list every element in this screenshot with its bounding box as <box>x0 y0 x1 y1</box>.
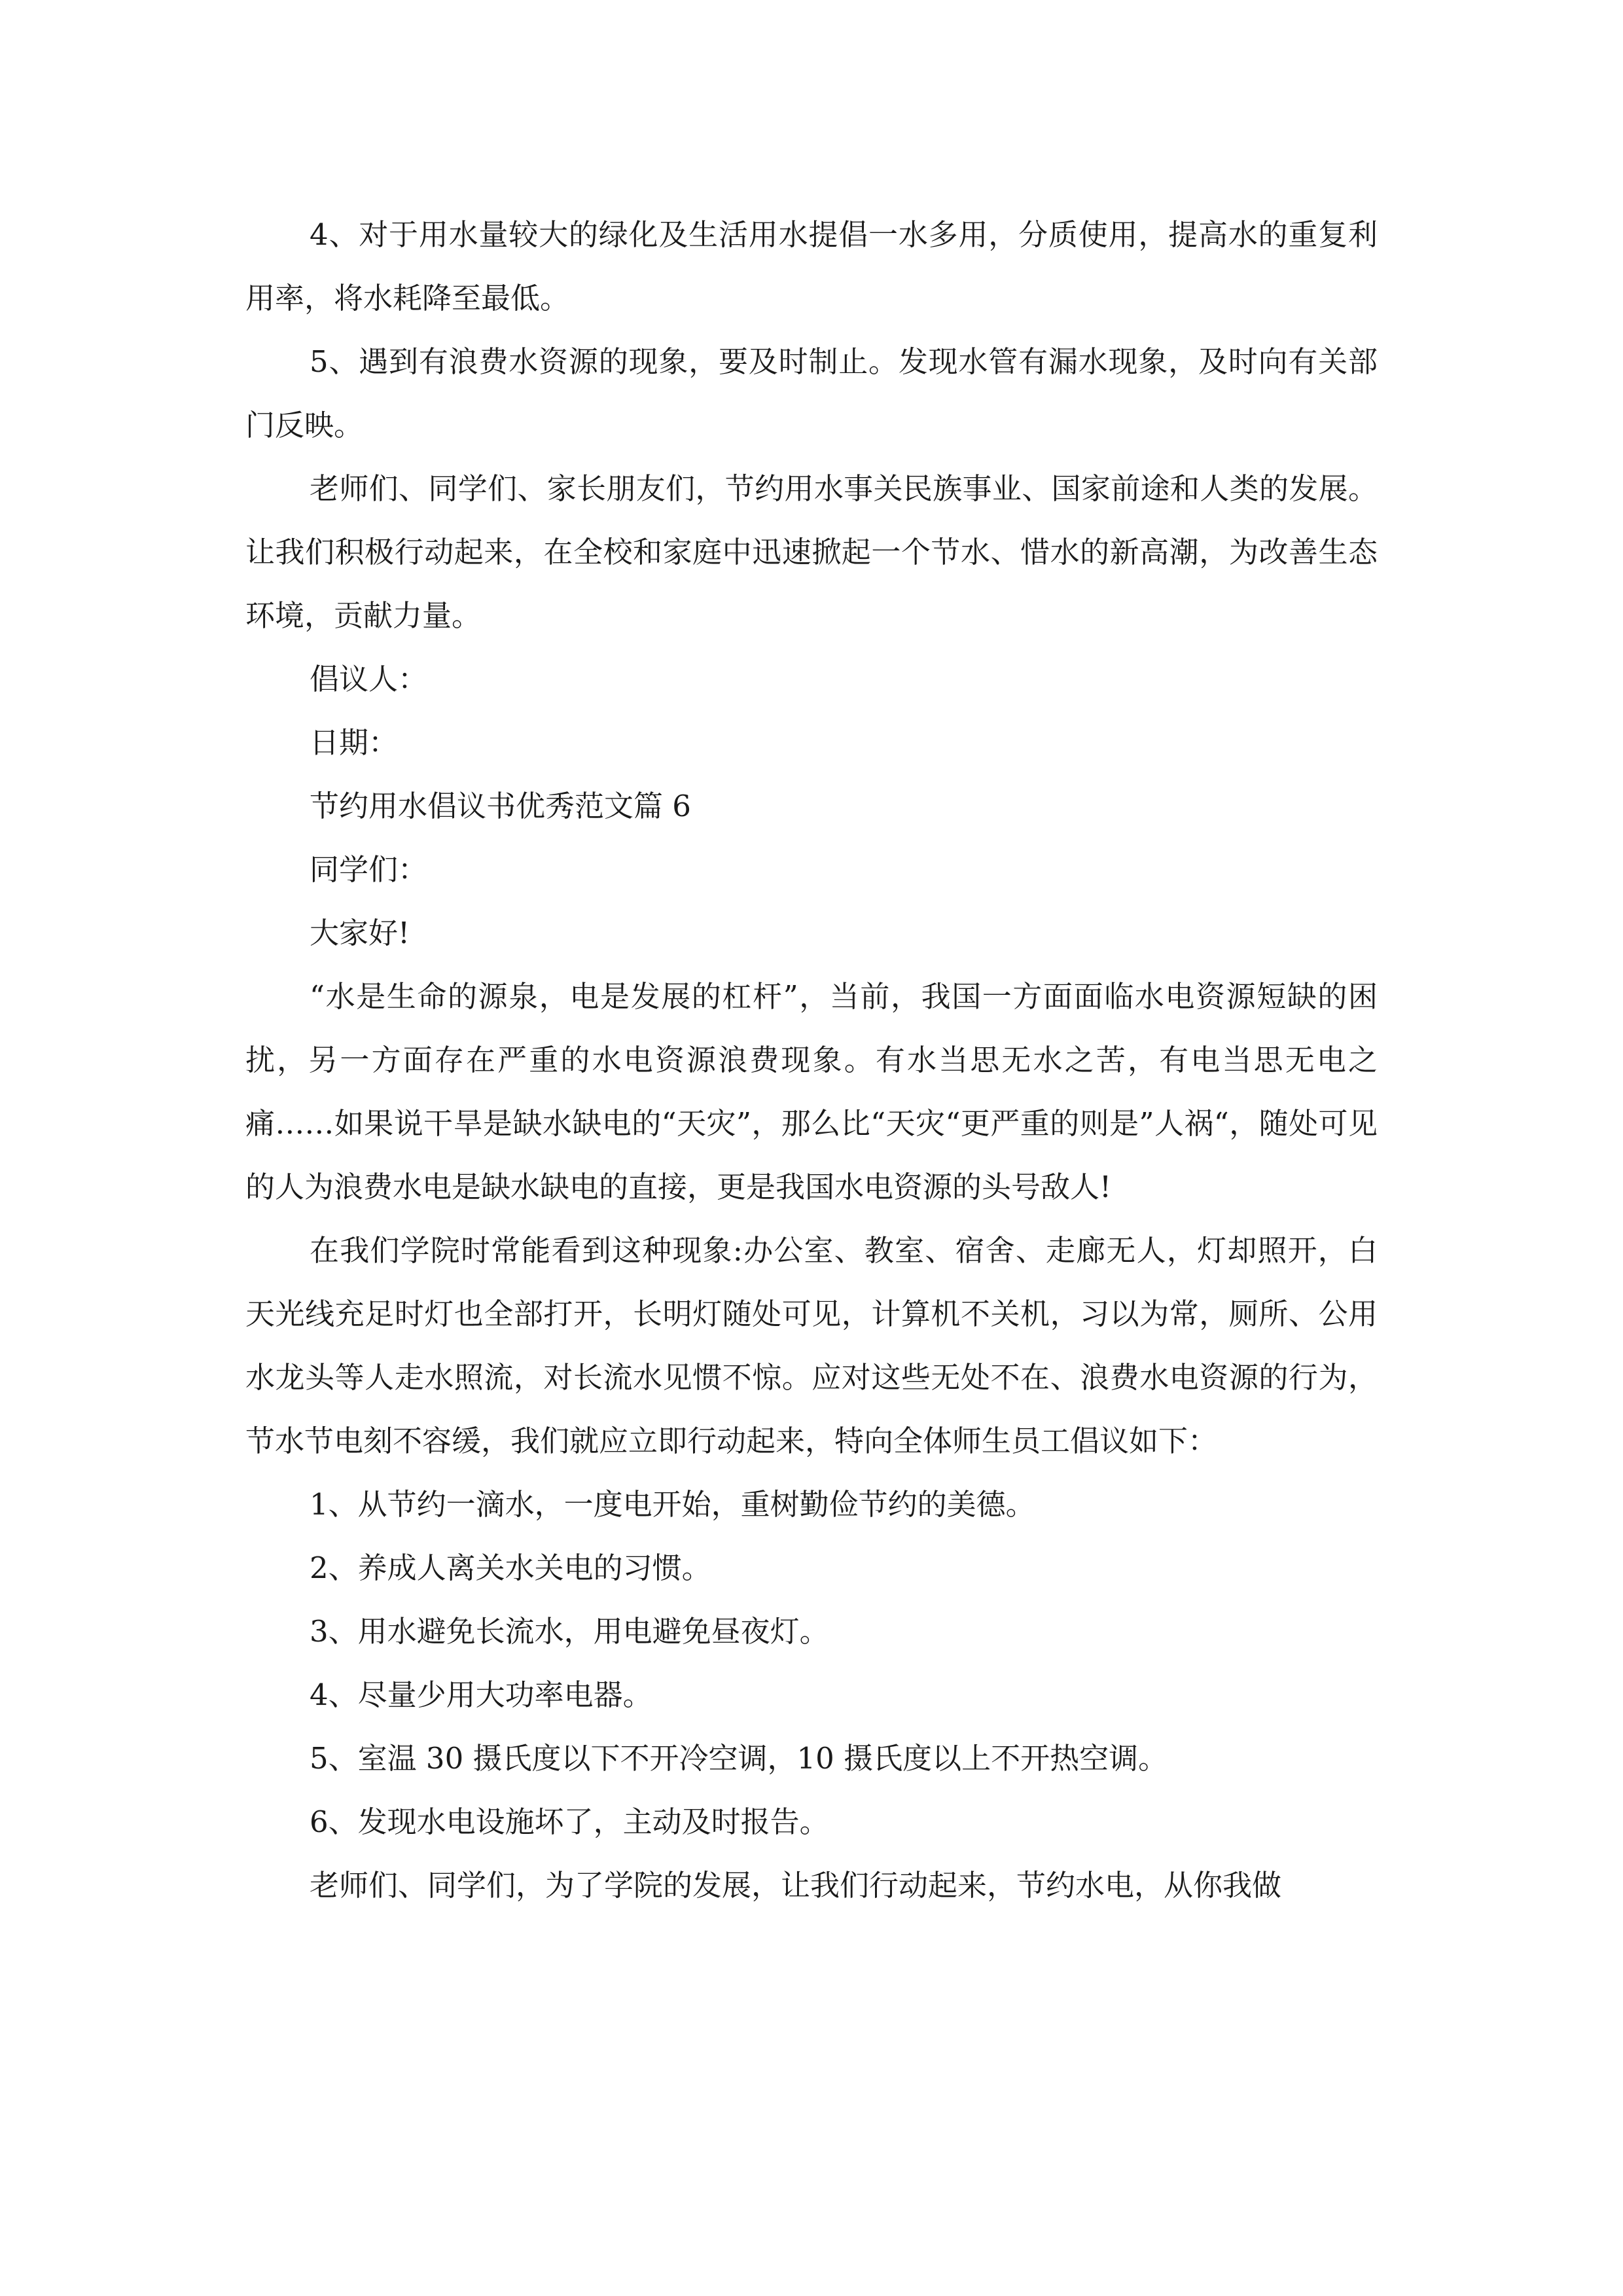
paragraph-item-4-greening: 4、对于用水量较大的绿化及生活用水提倡一水多用，分质使用，提高水的重复利用率，将水耗降至最低。 <box>245 217 1378 315</box>
date-label: 日期： <box>310 725 399 760</box>
salutation: 同学们： <box>310 852 428 887</box>
proposal-item-5: 5、室温 30 摄氏度以下不开冷空调，10 摄氏度以上不开热空调。 <box>310 1741 1168 1776</box>
initiator-label: 倡议人： <box>310 662 428 696</box>
greeting: 大家好! <box>310 916 410 950</box>
paragraph-closing-appeal: 老师们、同学们，为了学院的发展，让我们行动起来，节约水电，从你我做 <box>310 1868 1282 1903</box>
paragraph-campus-waste: 在我们学院时常能看到这种现象:办公室、教室、宿舍、走廊无人，灯却照开，白天光线充足时灯也全部打开，长明灯随处可见，计算机不关机，习以为常，厕所、公用水龙头等人走水照流，对长流水见惯不惊。应对这些无处不在、浪费水电资源的行为，节水节电刻不容缓，我们就应立即行动起来，特向全体师生员工倡议如下： <box>245 1233 1378 1458</box>
paragraph-item-5-report-leaks: 5、遇到有浪费水资源的现象，要及时制止。发现水管有漏水现象，及时向有关部门反映。 <box>245 344 1378 442</box>
proposal-item-2: 2、养成人离关水关电的习惯。 <box>310 1551 711 1585</box>
proposal-item-6: 6、发现水电设施坏了，主动及时报告。 <box>310 1804 829 1839</box>
proposal-item-4: 4、尽量少用大功率电器。 <box>310 1677 652 1712</box>
paragraph-water-and-electricity: “水是生命的源泉，电是发展的杠杆”，当前，我国一方面面临水电资源短缺的困扰，另一方面存在严重的水电资源浪费现象。有水当思无水之苦，有电当思无电之痛……如果说干旱是缺水缺电的“天灾”，那么比“天灾“更严重的则是”人祸“，随处可见的人为浪费水电是缺水缺电的直接，更是我国水电资源的头号敌人! <box>245 979 1378 1204</box>
proposal-item-3: 3、用水避免长流水，用电避免昼夜灯。 <box>310 1614 829 1649</box>
document-page <box>245 203 1378 1917</box>
paragraph-appeal-teachers-parents: 老师们、同学们、家长朋友们，节约用水事关民族事业、国家前途和人类的发展。让我们积极行动起来，在全校和家庭中迅速掀起一个节水、惜水的新高潮，为改善生态环境，贡献力量。 <box>245 471 1378 633</box>
proposal-item-1: 1、从节约一滴水，一度电开始，重树勤俭节约的美德。 <box>310 1487 1035 1522</box>
section-title: 节约用水倡议书优秀范文篇 6 <box>310 789 691 823</box>
